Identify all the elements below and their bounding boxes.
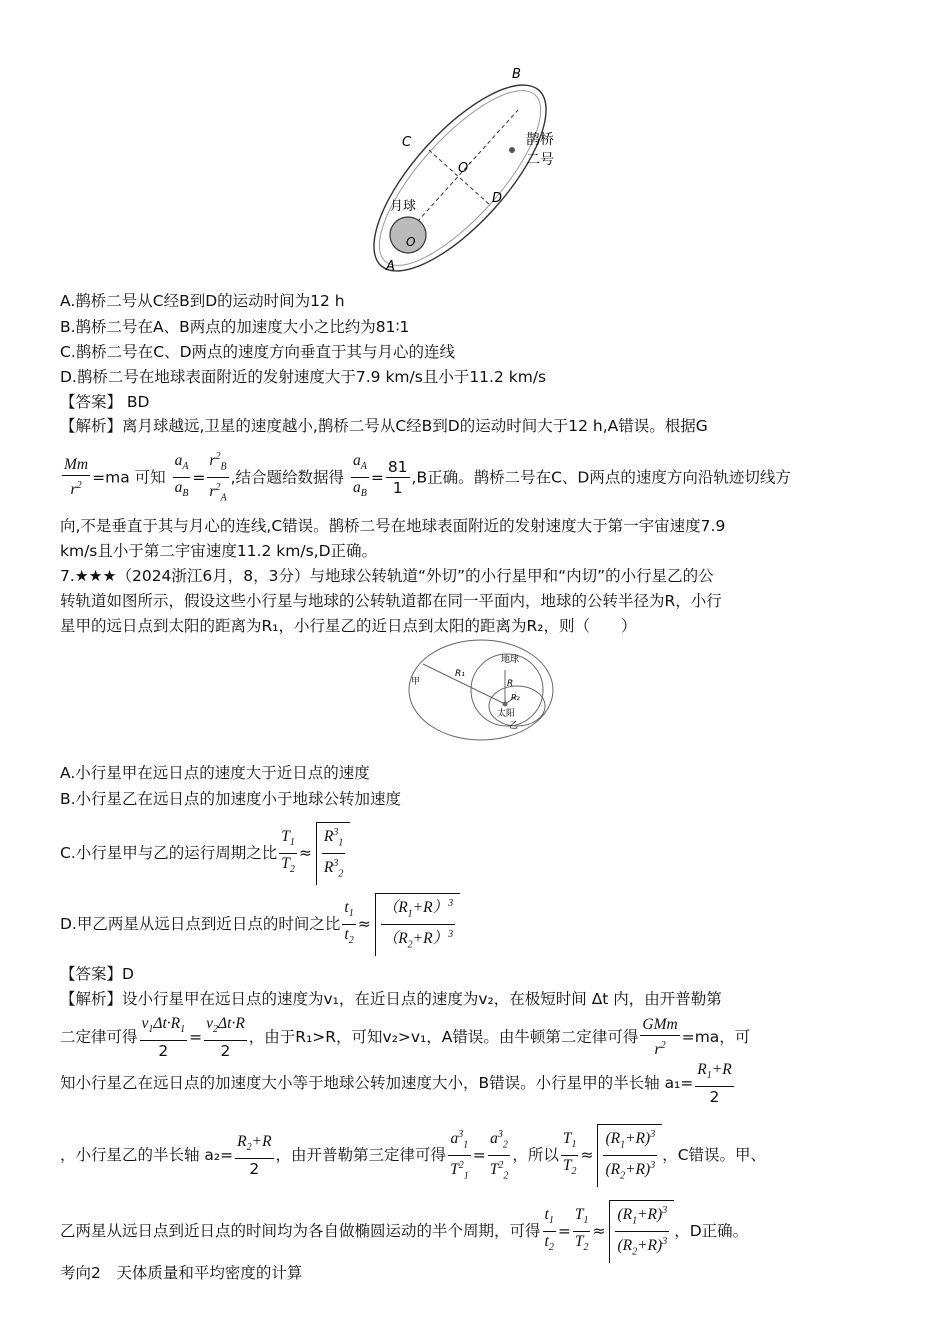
section-heading: 考向2 天体质量和平均密度的计算	[60, 1264, 303, 1282]
orbit-figure-asteroids	[405, 636, 565, 746]
label-moon: 月球	[390, 199, 417, 214]
fig2-label-jia: 甲	[411, 677, 421, 687]
q7-stem-1: 7.★★★（2024浙江6月，8，3分）与地球公转轨道“外切”的小行星甲和“内切”的小行星乙的公	[60, 567, 714, 585]
q7-explanation-2: 二定律可得 $\frac{v_1\Delta t\cdot R_1}{2}$ = $\frac{v_2\Delta t\cdot R}{2}$ ，由于R₁>R，可知v₂>v₁，A错误。由牛顿第二定律可得 $\frac{\text{GMm}}{r^2}$ =ma，可	[60, 1015, 751, 1061]
label-sat-1: 鹊桥	[526, 132, 554, 148]
label-O-prime: O′	[458, 161, 472, 176]
q7-option-a: A.小行星甲在远日点的速度大于近日点的速度	[60, 764, 370, 782]
fig2-label-R1: R₁	[455, 669, 465, 679]
fig2-label-R2: R₂	[511, 693, 520, 702]
label-sat-2: 二号	[526, 152, 554, 168]
q7-option-c: C.小行星甲与乙的运行周期之比 $\frac{T_1}{T_2}$ ≈ $\frac{R^3_1}{R^3_2}$	[60, 822, 350, 885]
q6-option-d: D.鹊桥二号在地球表面附近的发射速度大于7.9 km/s且小于11.2 km/s	[60, 368, 547, 386]
q7-explanation-5: 乙两星从远日点到近日点的时间均为各自做椭圆运动的半个周期，可得 $\frac{t_1}{t_2}$ = $\frac{T_1}{T_2}$ ≈ $\frac{(R_1+R)^3}{(R_2+R)^3}$ ，D正确。	[60, 1200, 748, 1263]
q6-answer: 【答案】 BD	[60, 393, 150, 411]
label-B: B	[512, 67, 521, 82]
q6-option-c: C.鹊桥二号在C、D两点的速度方向垂直于其与月心的连线	[60, 343, 456, 361]
q7-stem-3: 星甲的远日点到太阳的距离为R₁，小行星乙的近日点到太阳的距离为R₂，则（ ）	[60, 617, 637, 635]
fig2-label-yi: 乙	[509, 721, 519, 731]
label-C: C	[402, 135, 412, 150]
orbit-figure-moon	[370, 60, 590, 280]
label-D: D	[492, 191, 503, 206]
q6-option-a: A.鹊桥二号从C经B到D的运动时间为12 h	[60, 292, 345, 310]
fig2-label-earth: 地球	[501, 655, 520, 665]
q7-answer: 【答案】D	[60, 965, 134, 983]
label-A: A	[386, 259, 395, 274]
q7-explanation-1: 【解析】设小行星甲在远日点的速度为v₁，在近日点的速度为v₂，在极短时间 Δt 内，由开普勒第	[60, 990, 722, 1008]
q6-explanation-1: 【解析】离月球越远,卫星的速度越小,鹊桥二号从C经B到D的运动时间大于12 h,A错误。根据G	[60, 417, 708, 435]
fig2-label-R: R	[507, 679, 514, 689]
q7-option-b: B.小行星乙在远日点的加速度小于地球公转加速度	[60, 790, 402, 808]
q7-stem-2: 转轨道如图所示，假设这些小行星与地球的公转轨道都在同一平面内，地球的公转半径为R，小行	[60, 592, 722, 610]
label-O: O	[406, 235, 416, 249]
q6-explanation-4: km/s且小于第二宇宙速度11.2 km/s,D正确。	[60, 542, 378, 560]
q7-option-d: D.甲乙两星从远日点到近日点的时间之比 $\frac{t_1}{t_2}$ ≈ $\frac{(R_1+R)^3}{(R_2+R)^3}$	[60, 893, 460, 956]
q6-option-b: B.鹊桥二号在A、B两点的加速度大小之比约为81∶1	[60, 318, 410, 336]
q7-explanation-4: ，小行星乙的半长轴 a₂= $\frac{R_2+R}{2}$ ，由开普勒第三定律可得 $\frac{a^3_1}{T^2_1}$ = $\frac{a^3_2}{T^2_2}$ ，所以 $\frac{T_1}{T_2}$ ≈ $\frac{(R_1+R)^3}{(R_2+R)^3}$ ，C错误。甲、	[60, 1124, 766, 1187]
q6-explanation-3: 向,不是垂直于其与月心的连线,C错误。鹊桥二号在地球表面附近的发射速度大于第一宇宙速度7.9	[60, 517, 726, 535]
q7-explanation-3: 知小行星乙在远日点的加速度大小等于地球公转加速度大小，B错误。小行星甲的半长轴 a₁= $\frac{R_1+R}{2}$	[60, 1061, 732, 1107]
q6-explanation-2: $\frac{Mm}{r^2}$ =ma 可知 $\frac{a_A}{a_B}$ = $\frac{r^2_B}{r^2_A}$ ,结合题给数据得 $\frac{a_A}{a_B}$ = $\frac{81}{1}$ ,B正确。鹊桥二号在C、D两点的速度方向沿轨迹切线方	[60, 447, 791, 509]
fig2-label-sun: 太阳	[497, 709, 516, 719]
